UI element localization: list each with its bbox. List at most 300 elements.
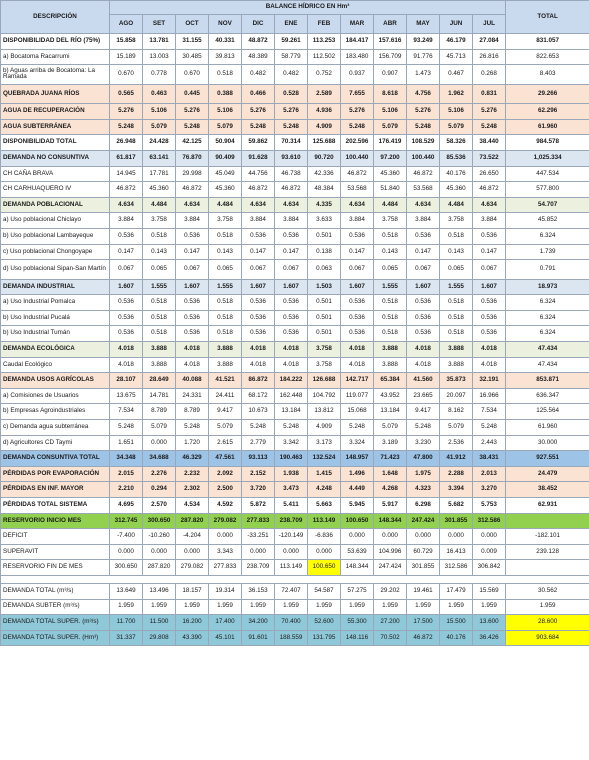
- row-label: DEMANDA POBLACIONAL: [1, 197, 110, 213]
- balance-group-header: BALANCE HÍDRICO EN Hm³: [110, 1, 506, 15]
- spacer-cell: [440, 575, 473, 583]
- value-cell-abr: 0.907: [374, 65, 407, 85]
- value-cell-ene: 5.276: [275, 104, 308, 120]
- total-cell: 239.128: [506, 544, 589, 560]
- value-cell-nov: 45.101: [209, 630, 242, 646]
- total-cell: 0.791: [506, 260, 589, 280]
- value-cell-ene: 59.261: [275, 34, 308, 50]
- value-cell-jun: 0.467: [440, 65, 473, 85]
- value-cell-jul: 7.534: [473, 404, 506, 420]
- value-cell-oct: 40.088: [176, 373, 209, 389]
- value-cell-set: 3.888: [143, 357, 176, 373]
- value-cell-dic: 86.872: [242, 373, 275, 389]
- value-cell-ene: 4.634: [275, 197, 308, 213]
- total-cell: 6.324: [506, 326, 589, 342]
- value-cell-jul: 5.248: [473, 419, 506, 435]
- value-cell-feb: 100.650: [308, 560, 341, 576]
- total-cell: 45.852: [506, 213, 589, 229]
- value-cell-jun: 3.888: [440, 342, 473, 358]
- value-cell-may: 4.018: [407, 357, 440, 373]
- value-cell-jul: 0.067: [473, 260, 506, 280]
- value-cell-ene: 13.184: [275, 404, 308, 420]
- value-cell-oct: 5.248: [176, 119, 209, 135]
- value-cell-abr: 157.616: [374, 34, 407, 50]
- value-cell-feb: 4.909: [308, 419, 341, 435]
- value-cell-dic: 93.113: [242, 451, 275, 467]
- total-cell: 853.871: [506, 373, 589, 389]
- value-cell-ene: 0.536: [275, 310, 308, 326]
- value-cell-nov: 0.065: [209, 260, 242, 280]
- total-cell: 447.534: [506, 166, 589, 182]
- value-cell-abr: 5.079: [374, 119, 407, 135]
- description-header: DESCRIPCIÓN: [1, 1, 110, 34]
- value-cell-oct: 46.872: [176, 182, 209, 198]
- value-cell-jul: 0.268: [473, 65, 506, 85]
- month-header-ago: AGO: [110, 15, 143, 34]
- table-row-reservorio-fin-de-mes: [1, 560, 589, 576]
- value-cell-may: 0.536: [407, 310, 440, 326]
- total-cell: 24.479: [506, 466, 589, 482]
- value-cell-oct: 0.670: [176, 65, 209, 85]
- table-row-d-agricultores-cd-taymi: [1, 435, 589, 451]
- value-cell-ene: 3.342: [275, 435, 308, 451]
- total-cell: 822.653: [506, 49, 589, 65]
- value-cell-oct: 43.390: [176, 630, 209, 646]
- value-cell-mar: 5.248: [341, 119, 374, 135]
- value-cell-jul: 38.440: [473, 135, 506, 151]
- value-cell-mar: 5.945: [341, 497, 374, 513]
- row-label: b) Aguas arriba de Bocatoma: La Ramada: [1, 65, 110, 85]
- total-cell: [506, 560, 589, 576]
- value-cell-ago: 0.536: [110, 295, 143, 311]
- value-cell-oct: 3.884: [176, 213, 209, 229]
- total-cell: 6.324: [506, 295, 589, 311]
- value-cell-dic: 0.147: [242, 244, 275, 260]
- spacer-cell: [1, 575, 110, 583]
- value-cell-jun: 17.479: [440, 583, 473, 599]
- value-cell-oct: 1.959: [176, 599, 209, 615]
- value-cell-set: 29.808: [143, 630, 176, 646]
- value-cell-nov: 45.049: [209, 166, 242, 182]
- table-row-b-uso-industrial-pucala: [1, 310, 589, 326]
- value-cell-ene: 162.448: [275, 388, 308, 404]
- spacer-cell: [473, 575, 506, 583]
- total-cell: 903.684: [506, 630, 589, 646]
- value-cell-may: 5.248: [407, 119, 440, 135]
- value-cell-jul: 0.000: [473, 529, 506, 545]
- value-cell-ene: 70.400: [275, 615, 308, 631]
- table-row-d-uso-poblacional-sipan-san-martin: [1, 260, 589, 280]
- value-cell-oct: 42.125: [176, 135, 209, 151]
- value-cell-abr: 5.917: [374, 497, 407, 513]
- table-row-disponibilidad-del-rio-75: [1, 34, 589, 50]
- value-cell-jun: 40.176: [440, 166, 473, 182]
- value-cell-may: 47.800: [407, 451, 440, 467]
- value-cell-set: 0.518: [143, 295, 176, 311]
- value-cell-dic: 0.536: [242, 326, 275, 342]
- value-cell-dic: 0.536: [242, 228, 275, 244]
- value-cell-oct: 16.200: [176, 615, 209, 631]
- value-cell-dic: -33.251: [242, 529, 275, 545]
- table-row-demanda-no-consuntiva: [1, 150, 589, 166]
- row-label: DEMANDA USOS AGRÍCOLAS: [1, 373, 110, 389]
- total-cell: 6.324: [506, 310, 589, 326]
- value-cell-oct: 0.445: [176, 84, 209, 104]
- value-cell-oct: 1.607: [176, 279, 209, 295]
- row-label: DEMANDA ECOLÓGICA: [1, 342, 110, 358]
- value-cell-jun: 301.855: [440, 513, 473, 529]
- value-cell-jun: 0.518: [440, 228, 473, 244]
- value-cell-dic: 2.779: [242, 435, 275, 451]
- value-cell-ago: 7.534: [110, 404, 143, 420]
- value-cell-ago: 0.536: [110, 310, 143, 326]
- value-cell-oct: 76.870: [176, 150, 209, 166]
- value-cell-set: 0.518: [143, 228, 176, 244]
- value-cell-ene: 0.536: [275, 228, 308, 244]
- value-cell-dic: 0.536: [242, 310, 275, 326]
- value-cell-oct: 2.232: [176, 466, 209, 482]
- value-cell-oct: 0.536: [176, 310, 209, 326]
- value-cell-feb: 132.524: [308, 451, 341, 467]
- value-cell-dic: 34.200: [242, 615, 275, 631]
- month-header-jul: JUL: [473, 15, 506, 34]
- row-label: RESERVORIO INICIO MES: [1, 513, 110, 529]
- total-cell: 927.551: [506, 451, 589, 467]
- value-cell-dic: 3.720: [242, 482, 275, 498]
- value-cell-feb: 1.959: [308, 599, 341, 615]
- value-cell-feb: 4.335: [308, 197, 341, 213]
- value-cell-may: 1.607: [407, 279, 440, 295]
- value-cell-mar: 4.634: [341, 197, 374, 213]
- value-cell-set: 0.143: [143, 244, 176, 260]
- value-cell-abr: 3.758: [374, 213, 407, 229]
- value-cell-ago: 14.945: [110, 166, 143, 182]
- row-label: PÉRDIDAS POR EVAPORACIÓN: [1, 466, 110, 482]
- table-row-superavit: [1, 544, 589, 560]
- month-header-oct: OCT: [176, 15, 209, 34]
- value-cell-jul: 5.276: [473, 104, 506, 120]
- spacer-cell: [110, 575, 143, 583]
- value-cell-nov: 0.000: [209, 529, 242, 545]
- value-cell-mar: 119.077: [341, 388, 374, 404]
- row-label: d) Uso poblacional Sipan-San Martín: [1, 260, 110, 280]
- total-cell: 18.973: [506, 279, 589, 295]
- value-cell-abr: 1.555: [374, 279, 407, 295]
- value-cell-mar: 0.067: [341, 260, 374, 280]
- value-cell-mar: 4.018: [341, 342, 374, 358]
- row-label: CH CAÑA BRAVA: [1, 166, 110, 182]
- value-cell-oct: 4.018: [176, 342, 209, 358]
- value-cell-ene: 190.463: [275, 451, 308, 467]
- value-cell-dic: 3.884: [242, 213, 275, 229]
- value-cell-nov: 277.833: [209, 560, 242, 576]
- value-cell-abr: 8.618: [374, 84, 407, 104]
- total-cell: 8.403: [506, 65, 589, 85]
- value-cell-jul: 5.248: [473, 119, 506, 135]
- value-cell-feb: 5.663: [308, 497, 341, 513]
- value-cell-ago: 46.872: [110, 182, 143, 198]
- value-cell-jun: 4.484: [440, 197, 473, 213]
- value-cell-dic: 91.628: [242, 150, 275, 166]
- value-cell-dic: 1.607: [242, 279, 275, 295]
- value-cell-dic: 5.248: [242, 119, 275, 135]
- value-cell-ene: 113.149: [275, 560, 308, 576]
- value-cell-ago: 2.015: [110, 466, 143, 482]
- value-cell-abr: 3.888: [374, 357, 407, 373]
- value-cell-jul: 0.831: [473, 84, 506, 104]
- value-cell-set: 0.518: [143, 326, 176, 342]
- total-cell: 1.739: [506, 244, 589, 260]
- month-header-abr: ABR: [374, 15, 407, 34]
- table-row-a-comisiones-de-usuarios: [1, 388, 589, 404]
- value-cell-feb: 3.758: [308, 357, 341, 373]
- value-cell-set: 28.649: [143, 373, 176, 389]
- row-label: c) Demanda agua subterránea: [1, 419, 110, 435]
- total-cell: 28.600: [506, 615, 589, 631]
- spacer-cell: [341, 575, 374, 583]
- value-cell-jun: 3.888: [440, 357, 473, 373]
- value-cell-nov: 3.343: [209, 544, 242, 560]
- value-cell-set: 13.496: [143, 583, 176, 599]
- value-cell-dic: 0.466: [242, 84, 275, 104]
- value-cell-dic: 4.018: [242, 342, 275, 358]
- value-cell-mar: 148.116: [341, 630, 374, 646]
- value-cell-set: 1.555: [143, 279, 176, 295]
- value-cell-jul: 13.600: [473, 615, 506, 631]
- row-label: b) Empresas Agroindustriales: [1, 404, 110, 420]
- value-cell-jun: 0.065: [440, 260, 473, 280]
- value-cell-abr: 104.996: [374, 544, 407, 560]
- value-cell-set: 2.570: [143, 497, 176, 513]
- row-label: CH CARHUAQUERO IV: [1, 182, 110, 198]
- value-cell-mar: 53.568: [341, 182, 374, 198]
- value-cell-feb: 3.758: [308, 342, 341, 358]
- value-cell-set: 0.778: [143, 65, 176, 85]
- value-cell-feb: 125.688: [308, 135, 341, 151]
- value-cell-feb: 1.415: [308, 466, 341, 482]
- value-cell-dic: 2.152: [242, 466, 275, 482]
- value-cell-ago: -7.400: [110, 529, 143, 545]
- value-cell-feb: 126.688: [308, 373, 341, 389]
- total-cell: 61.960: [506, 419, 589, 435]
- value-cell-nov: 0.388: [209, 84, 242, 104]
- value-cell-nov: 0.518: [209, 326, 242, 342]
- spacer-cell: [308, 575, 341, 583]
- value-cell-feb: 13.812: [308, 404, 341, 420]
- value-cell-abr: 97.200: [374, 150, 407, 166]
- value-cell-dic: 5.248: [242, 419, 275, 435]
- value-cell-feb: 112.502: [308, 49, 341, 65]
- value-cell-nov: 1.555: [209, 279, 242, 295]
- value-cell-ene: 0.147: [275, 244, 308, 260]
- value-cell-may: 3.884: [407, 213, 440, 229]
- spacer-row: [1, 575, 589, 583]
- value-cell-oct: 0.000: [176, 544, 209, 560]
- row-label: DEMANDA INDUSTRIAL: [1, 279, 110, 295]
- value-cell-dic: 277.833: [242, 513, 275, 529]
- value-cell-nov: 3.888: [209, 342, 242, 358]
- value-cell-feb: 0.501: [308, 228, 341, 244]
- value-cell-oct: 1.720: [176, 435, 209, 451]
- month-header-may: MAY: [407, 15, 440, 34]
- value-cell-ago: 11.700: [110, 615, 143, 631]
- value-cell-ene: 3.884: [275, 213, 308, 229]
- total-cell: 61.960: [506, 119, 589, 135]
- value-cell-mar: 57.275: [341, 583, 374, 599]
- value-cell-ene: 1.959: [275, 599, 308, 615]
- value-cell-ago: 0.536: [110, 228, 143, 244]
- value-cell-mar: 1.496: [341, 466, 374, 482]
- value-cell-feb: 131.795: [308, 630, 341, 646]
- value-cell-ago: 34.348: [110, 451, 143, 467]
- value-cell-dic: 0.536: [242, 295, 275, 311]
- value-cell-oct: 4.634: [176, 197, 209, 213]
- total-cell: 29.266: [506, 84, 589, 104]
- row-label: DEMANDA TOTAL SUPER. (m³/s): [1, 615, 110, 631]
- value-cell-abr: 247.424: [374, 560, 407, 576]
- table-row-b-empresas-agroindustriales: [1, 404, 589, 420]
- value-cell-ene: 5.411: [275, 497, 308, 513]
- month-header-dic: DIC: [242, 15, 275, 34]
- value-cell-nov: 40.331: [209, 34, 242, 50]
- table-row-a-uso-poblacional-chiclayo: [1, 213, 589, 229]
- value-cell-jul: 0.147: [473, 244, 506, 260]
- value-cell-oct: 18.157: [176, 583, 209, 599]
- value-cell-nov: 50.904: [209, 135, 242, 151]
- value-cell-set: -10.260: [143, 529, 176, 545]
- value-cell-ago: 4.018: [110, 342, 143, 358]
- value-cell-set: 2.276: [143, 466, 176, 482]
- row-label: a) Bocatoma Racarrumi: [1, 49, 110, 65]
- value-cell-jul: 0.536: [473, 310, 506, 326]
- value-cell-may: 46.872: [407, 166, 440, 182]
- value-cell-jun: 1.962: [440, 84, 473, 104]
- value-cell-may: 4.634: [407, 197, 440, 213]
- total-cell: 30.000: [506, 435, 589, 451]
- total-cell: 47.434: [506, 357, 589, 373]
- value-cell-dic: 48.872: [242, 34, 275, 50]
- value-cell-dic: 36.153: [242, 583, 275, 599]
- value-cell-may: 19.461: [407, 583, 440, 599]
- value-cell-jun: 2.288: [440, 466, 473, 482]
- table-row-caudal-ecologico: [1, 357, 589, 373]
- spacer-cell: [176, 575, 209, 583]
- value-cell-may: 0.536: [407, 228, 440, 244]
- value-cell-jun: 0.518: [440, 310, 473, 326]
- value-cell-mar: 46.872: [341, 166, 374, 182]
- value-cell-nov: 47.561: [209, 451, 242, 467]
- value-cell-jun: 2.536: [440, 435, 473, 451]
- value-cell-ene: -120.149: [275, 529, 308, 545]
- value-cell-ago: 61.817: [110, 150, 143, 166]
- value-cell-mar: 142.717: [341, 373, 374, 389]
- value-cell-jun: 5.079: [440, 119, 473, 135]
- table-row-deficit: [1, 529, 589, 545]
- value-cell-nov: 2.615: [209, 435, 242, 451]
- value-cell-abr: 13.184: [374, 404, 407, 420]
- value-cell-abr: 0.065: [374, 260, 407, 280]
- value-cell-abr: 176.419: [374, 135, 407, 151]
- value-cell-feb: 1.503: [308, 279, 341, 295]
- value-cell-ene: 5.248: [275, 419, 308, 435]
- value-cell-mar: 0.536: [341, 295, 374, 311]
- total-cell: 6.324: [506, 228, 589, 244]
- row-label: DEMANDA NO CONSUNTIVA: [1, 150, 110, 166]
- value-cell-nov: 1.959: [209, 599, 242, 615]
- value-cell-jul: 1.607: [473, 279, 506, 295]
- value-cell-jul: 73.522: [473, 150, 506, 166]
- value-cell-jun: 35.873: [440, 373, 473, 389]
- value-cell-oct: 0.067: [176, 260, 209, 280]
- value-cell-jul: 3.884: [473, 213, 506, 229]
- value-cell-may: 9.417: [407, 404, 440, 420]
- value-cell-jul: 3.270: [473, 482, 506, 498]
- value-cell-ene: 0.536: [275, 326, 308, 342]
- total-cell: 47.434: [506, 342, 589, 358]
- value-cell-set: 0.000: [143, 435, 176, 451]
- value-cell-set: 0.518: [143, 310, 176, 326]
- value-cell-may: 4.756: [407, 84, 440, 104]
- value-cell-ago: 4.634: [110, 197, 143, 213]
- month-header-set: SET: [143, 15, 176, 34]
- row-label: DEMANDA TOTAL SUPER. (Hm³): [1, 630, 110, 646]
- value-cell-ago: 0.536: [110, 326, 143, 342]
- value-cell-oct: 8.789: [176, 404, 209, 420]
- table-row-perdidas-en-inf-mayor: [1, 482, 589, 498]
- value-cell-may: 23.665: [407, 388, 440, 404]
- table-row-demanda-poblacional: [1, 197, 589, 213]
- row-label: SUPERAVIT: [1, 544, 110, 560]
- value-cell-abr: 70.502: [374, 630, 407, 646]
- value-cell-mar: 3.884: [341, 213, 374, 229]
- table-row-b-uso-poblacional-lambayeque: [1, 228, 589, 244]
- value-cell-ago: 15.189: [110, 49, 143, 65]
- value-cell-may: 17.500: [407, 615, 440, 631]
- value-cell-dic: 5.276: [242, 104, 275, 120]
- row-label: QUEBRADA JUANA RÍOS: [1, 84, 110, 104]
- table-header: [1, 1, 589, 34]
- total-cell: 54.707: [506, 197, 589, 213]
- value-cell-mar: 202.596: [341, 135, 374, 151]
- value-cell-abr: 45.360: [374, 166, 407, 182]
- value-cell-mar: 148.344: [341, 560, 374, 576]
- value-cell-may: 41.560: [407, 373, 440, 389]
- value-cell-ene: 46.872: [275, 182, 308, 198]
- table-row-demanda-usos-agricolas: [1, 373, 589, 389]
- value-cell-nov: 279.082: [209, 513, 242, 529]
- value-cell-ene: 5.248: [275, 119, 308, 135]
- row-label: DISPONIBILIDAD DEL RÍO (75%): [1, 34, 110, 50]
- table-row-demanda-ecologica: [1, 342, 589, 358]
- value-cell-abr: 3.189: [374, 435, 407, 451]
- value-cell-ago: 0.147: [110, 244, 143, 260]
- total-cell: 636.347: [506, 388, 589, 404]
- value-cell-dic: 48.389: [242, 49, 275, 65]
- value-cell-nov: 5.079: [209, 419, 242, 435]
- value-cell-jun: 0.000: [440, 529, 473, 545]
- value-cell-jul: 2.013: [473, 466, 506, 482]
- value-cell-set: 0.000: [143, 544, 176, 560]
- value-cell-dic: 68.172: [242, 388, 275, 404]
- value-cell-ene: 1.607: [275, 279, 308, 295]
- table-row-b-aguas-arriba-de-bocatoma-la-ramada: [1, 65, 589, 85]
- value-cell-may: 108.529: [407, 135, 440, 151]
- table-row-demanda-total-super-hm: [1, 630, 589, 646]
- total-cell: 1,025.334: [506, 150, 589, 166]
- value-cell-nov: 4.484: [209, 197, 242, 213]
- value-cell-mar: 1.959: [341, 599, 374, 615]
- total-cell: 984.578: [506, 135, 589, 151]
